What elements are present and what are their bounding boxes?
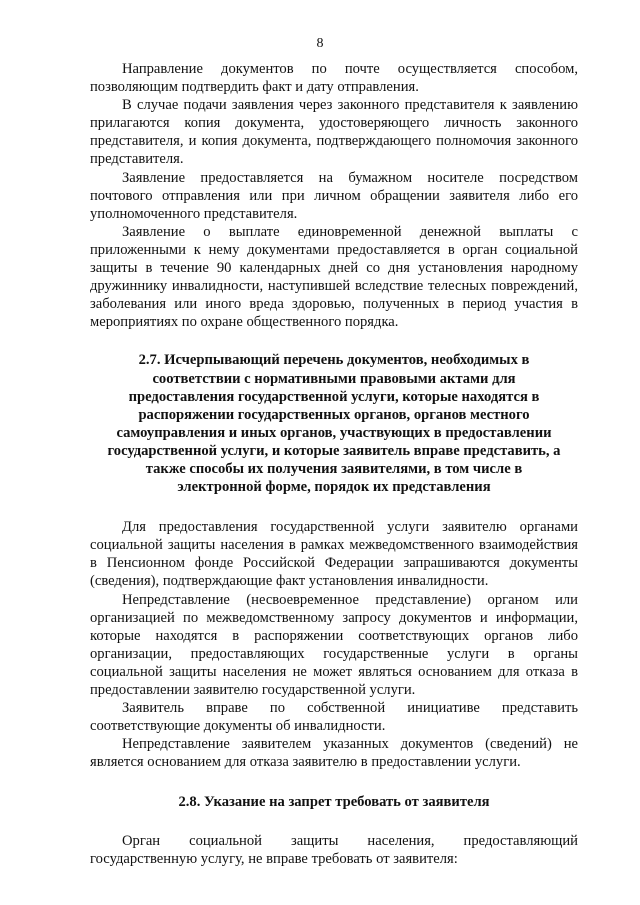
paragraph-payment-application: Заявление о выплате единовременной денежной выплаты с приложенными к нему документами предоставляется в орган социальной защиты в течение 90 календарных дней со дня установления народному дружиннику инвалидности, наступившей вследствие телесных повреждений, заболевания или иного вреда здоровью, полученных в период участия в мероприятиях по охране общественного порядка. <box>90 223 578 331</box>
paragraph-legal-representative: В случае подачи заявления через законного представителя к заявлению прилагаются копия документа, удостоверяющего личность законного представителя, и копия документа, подтверждающего полномочия законного представителя. <box>90 97 578 168</box>
section-2-7-heading: 2.7. Исчерпывающий перечень документов, необходимых в соответствии с нормативными правовыми актами для предоставления государственной услуги, которые находятся в распоряжении государственных органов, органов местного самоуправления и иных органов, участвующих в предоставлении государственной услуги, и которые заявитель вправе представить, а также способы их получения заявителями, в том числе в электронной форме, порядок их представления <box>107 352 561 496</box>
paragraph-paper-submission: Заявление предоставляется на бумажном носителе посредством почтового отправления или при личном обращении заявителя либо его уполномоченного представителя. <box>90 169 578 222</box>
paragraph-non-submission-by-organ: Непредставление (несвоевременное представление) органом или организацией по межведомственному запросу документов и информации, которые находятся в распоряжении соответствующих органов либо организации, предоставляющих государственные услуги в органы социальной защиты населения не может являться основанием для отказа в предоставлении заявителю государственной услуги. <box>90 591 578 698</box>
paragraph-applicant-initiative: Заявитель вправе по собственной инициативе представить соответствующие документы об инвалидности. <box>90 700 578 735</box>
paragraph-mail-delivery: Направление документов по почте осуществляется способом, позволяющим подтвердить факт и дату отправления. <box>90 61 578 96</box>
page-number: 8 <box>316 36 324 51</box>
document-body <box>90 60 578 868</box>
section-2-8-heading: 2.8. Указание на запрет требовать от заявителя <box>178 794 490 811</box>
paragraph-interagency-request: Для предоставления государственной услуги заявителю органами социальной защиты населения в рамках межведомственного взаимодействия в Пенсионном фонде Российской Федерации запрашиваются документы (сведения), подтверждающие факт установления инвалидности. <box>90 519 578 590</box>
paragraph-non-submission-by-applicant: Непредставление заявителем указанных документов (сведений) не является основанием для отказа заявителю в предоставлении услуги. <box>90 736 578 771</box>
paragraph-prohibition-intro: Орган социальной защиты населения, предоставляющий государственную услугу, не вправе требовать от заявителя: <box>90 832 578 867</box>
